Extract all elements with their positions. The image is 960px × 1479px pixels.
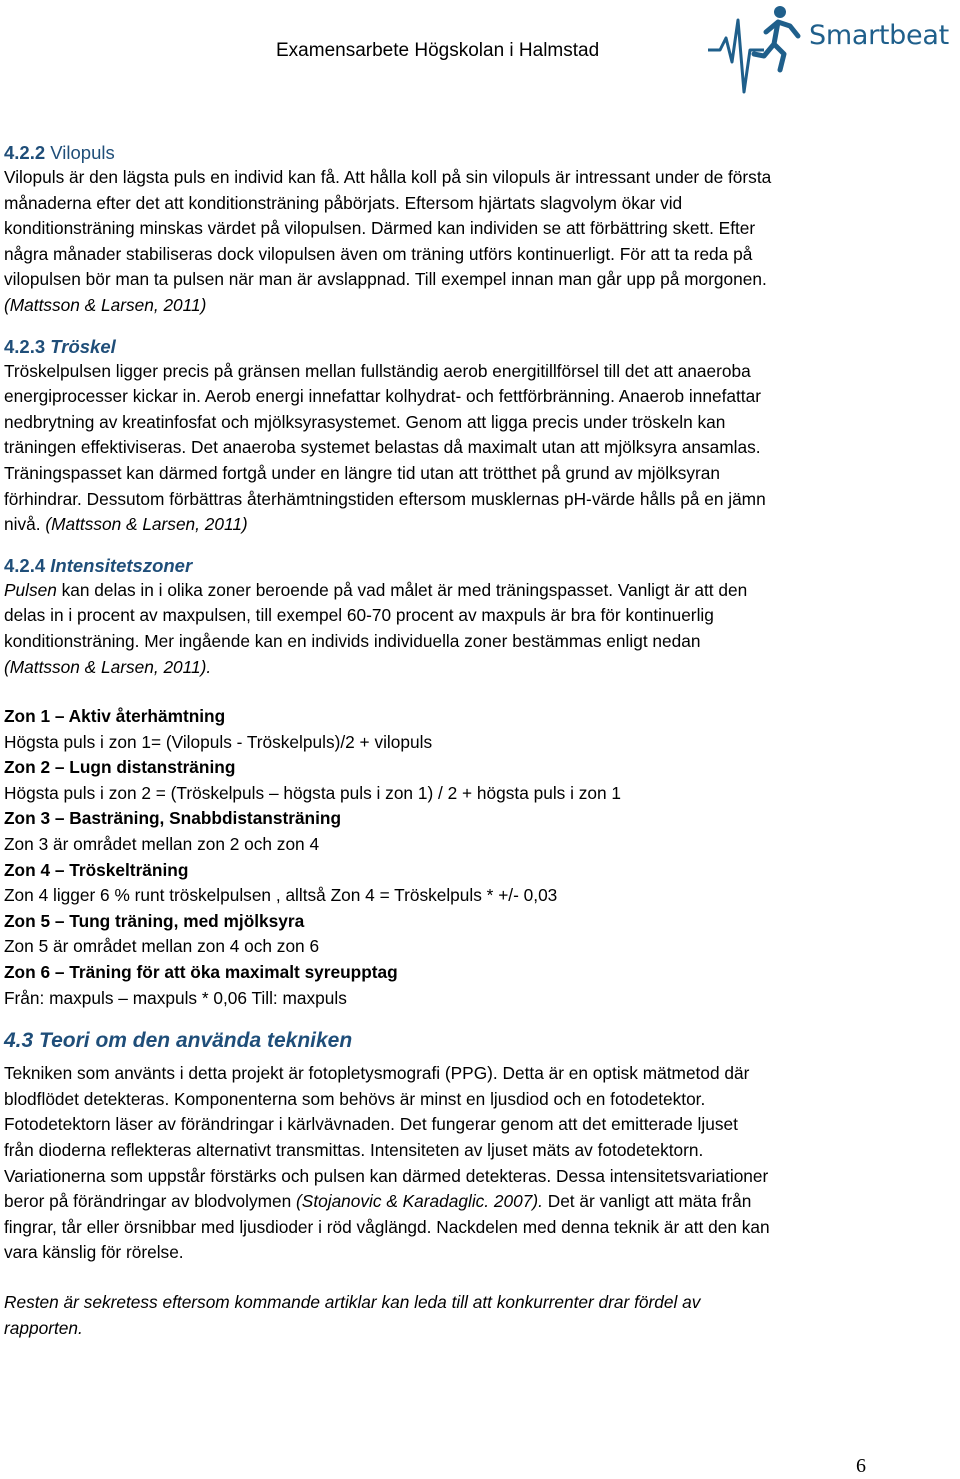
teori-line-5: Variationerna som uppstår förstärks och pulsen kan därmed detekteras. Dessa intensitetsvariationer xyxy=(4,1165,769,1186)
troskel-line-2: energiprocesser kickar in. Aerob energi innefattar kolhydrat- och fettförbränning. Anaerob innefattar xyxy=(4,386,761,407)
zone-3-title: Zon 3 – Basträning, Snabbdistansträning xyxy=(4,808,342,829)
vilopuls-line-2: månaderna efter det att konditionsträning påbörjats. Eftersom hjärtats slagvolym ökar vid xyxy=(4,192,683,213)
zone-2-title: Zon 2 – Lugn distansträning xyxy=(4,757,236,778)
vilopuls-line-5: vilopulsen bör man ta pulsen när man är avslappnad. Till exempel innan man går upp på morgonen. xyxy=(4,269,767,290)
troskel-line-4: träningen effektiviseras. Det anaeroba systemet belastas då maximalt utan att mjölksyra ansamlas. xyxy=(4,437,761,458)
page-content xyxy=(4,141,904,1341)
logo-text: Smartbeat xyxy=(809,20,949,51)
troskel-citation: (Mattsson & Larsen, 2011) xyxy=(45,514,248,535)
intensitet-citation: (Mattsson & Larsen, 2011). xyxy=(4,656,212,677)
zone-6-desc: Från: maxpuls – maxpuls * 0,06 Till: maxpuls xyxy=(4,987,347,1008)
zone-5-title: Zon 5 – Tung träning, med mjölksyra xyxy=(4,910,305,931)
zone-6-title: Zon 6 – Träning för att öka maximalt syreupptag xyxy=(4,962,398,983)
vilopuls-line-3: konditionsträning minskas värdet på vilopulsen. Därmed kan individen se att förbättring skett. Efter xyxy=(4,218,756,239)
intensitet-line-2: delas in i procent av maxpulsen, till exempel 60-70 procent av maxpuls är bra för kontinuerlig xyxy=(4,605,714,626)
teori-line-8: vara känslig för rörelse. xyxy=(4,1242,184,1263)
vilopuls-citation: (Mattsson & Larsen, 2011) xyxy=(4,294,207,315)
zone-5-desc: Zon 5 är området mellan zon 4 och zon 6 xyxy=(4,936,320,957)
zone-3-desc: Zon 3 är området mellan zon 2 och zon 4 xyxy=(4,834,320,855)
section-heading-intensitet: 4.2.4 Intensitetszoner xyxy=(4,554,193,576)
intensitet-line-1: Pulsen kan delas in i olika zoner beroende på vad målet är med träningspasset. Vanligt är att den xyxy=(4,579,748,600)
teori-line-1: Tekniken som använts i detta projekt är fotopletysmografi (PPG). Detta är en optisk mätmetod där xyxy=(4,1063,750,1084)
heartbeat-runner-icon xyxy=(708,0,818,96)
section-heading-vilopuls: 4.2.2 Vilopuls xyxy=(4,142,115,163)
section-heading-teori: 4.3 Teori om den använda tekniken xyxy=(4,1029,353,1053)
teori-line-7: fingrar, tår eller örsnibbar med ljusdioder i röd våglängd. Nackdelen med denna teknik är att den kan xyxy=(4,1216,770,1237)
troskel-line-5: Träningspasset kan därmed fortgå under en längre tid utan att trötthet på grund av mjölksyran xyxy=(4,462,720,483)
zone-list xyxy=(4,704,904,1011)
teori-citation: (Stojanovic & Karadaglic. 2007). xyxy=(296,1191,543,1212)
intensitet-line-3: konditionsträning. Mer ingående kan en individs individuella zoner bestämmas enligt nedan xyxy=(4,630,701,651)
troskel-line-7: nivå. (Mattsson & Larsen, 2011) xyxy=(4,514,248,535)
document-header: Examensarbete Högskolan i Halmstad xyxy=(276,40,600,61)
zone-1-title: Zon 1 – Aktiv återhämtning xyxy=(4,706,226,727)
teori-line-4: från dioderna reflekteras alternativt transmittas. Intensiteten av ljuset mäts av fotodetektorn. xyxy=(4,1140,704,1160)
closing-line-2: rapporten. xyxy=(4,1317,83,1338)
troskel-line-6: förhindrar. Dessutom förbättras återhämtningstiden eftersom musklernas pH-värde hålls på en jämn xyxy=(4,488,766,509)
zone-4-desc: Zon 4 ligger 6 % runt tröskelpulsen , alltså Zon 4 = Tröskelpuls * +/- 0,03 xyxy=(4,885,558,906)
zone-1-desc: Högsta puls i zon 1= (Vilopuls - Tröskelpuls)/2 + vilopuls xyxy=(4,731,433,752)
closing-line-1: Resten är sekretess eftersom kommande artiklar kan leda till att konkurrenter drar fördel av xyxy=(4,1291,701,1312)
section-heading-troskel: 4.2.3 Tröskel xyxy=(4,335,116,357)
smartbeat-logo xyxy=(708,0,958,96)
troskel-line-1: Tröskelpulsen ligger precis på gränsen mellan fullständig aerob energitillförsel till det att anaeroba xyxy=(4,360,751,381)
zone-4-title: Zon 4 – Tröskelträning xyxy=(4,859,189,880)
vilopuls-line-1: Vilopuls är den lägsta puls en individ kan få. Att hålla koll på sin vilopuls är intressant under de första xyxy=(4,167,772,187)
page-number: 6 xyxy=(856,1455,866,1477)
zone-2-desc: Högsta puls i zon 2 = (Tröskelpuls – högsta puls i zon 1) / 2 + högsta puls i zon 1 xyxy=(4,782,622,803)
vilopuls-line-4: några månader stabiliseras dock vilopulsen även om träning utförs kontinuerligt. För att ta reda på xyxy=(4,243,753,264)
teori-line-6: beror på förändringar av blodvolymen (Stojanovic & Karadaglic. 2007). Det är vanligt att mäta från xyxy=(4,1191,752,1212)
troskel-line-3: nedbrytning av kreatinfosfat och mjölksyrasystemet. Genom att ligga precis under tröskeln kan xyxy=(4,411,726,432)
teori-line-3: Fotodetektorn läser av förändringar i kärlvävnaden. Det fungerar genom att det emitterade ljuset xyxy=(4,1114,738,1135)
teori-line-2: blodflödet detekteras. Komponenterna som behövs är minst en ljusdiod och en fotodetektor. xyxy=(4,1088,706,1109)
